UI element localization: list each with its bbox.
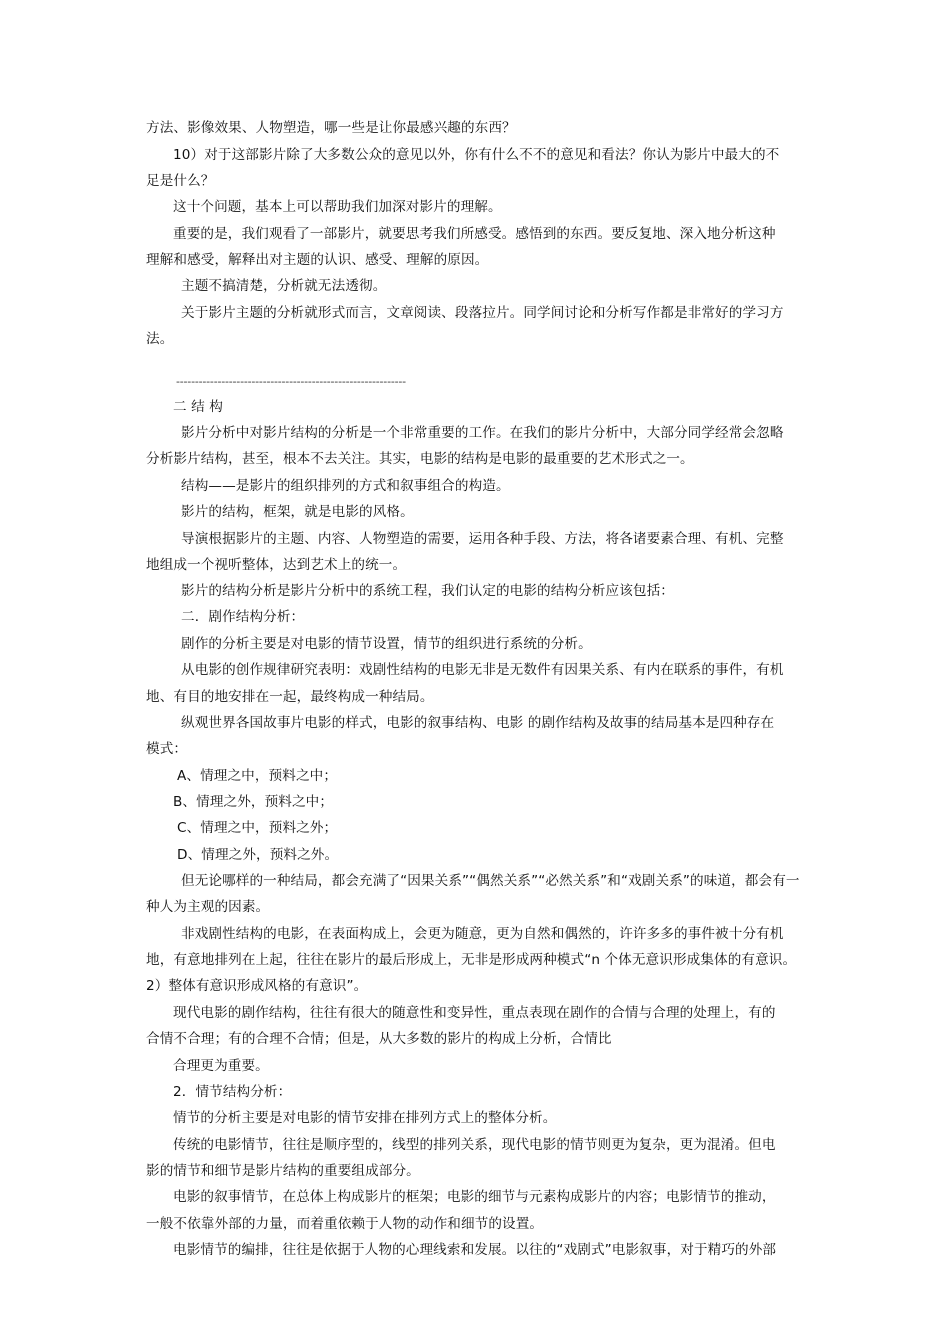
subsection-heading: 2．情节结构分析： [173, 1084, 292, 1100]
list-item: A、情理之中，预料之中； [177, 768, 338, 784]
text-line: 足是什么？ [146, 173, 215, 189]
text-line: 结构——是影片的组织排列的方式和叙事组合的构造。 [181, 478, 510, 494]
text-line: 一般不依靠外部的力量，而着重依赖于人物的动作和细节的设置。 [146, 1216, 544, 1232]
text-line: 地、有目的地安排在一起，最终构成一种结局。 [146, 689, 434, 705]
text-line: 传统的电影情节，往往是顺序型的，线型的排列关系，现代电影的情节则更为复杂，更为混淆。但电 [173, 1137, 776, 1153]
text-line: 影的情节和细节是影片结构的重要组成部分。 [146, 1163, 420, 1179]
text-line: 电影的叙事情节，在总体上构成影片的框架；电影的细节与元素构成影片的内容；电影情节的推动， [173, 1189, 776, 1205]
section-heading: 二 结 构 [173, 399, 223, 415]
text-line: 但无论哪样的一种结局，都会充满了“因果关系”“偶然关系”“必然关系”和“戏剧关系”的味道，都会有一 [181, 873, 800, 889]
text-line: 10）对于这部影片除了大多数公众的意见以外，你有什么不不的意见和看法？你认为影片中最大的不 [173, 147, 780, 163]
text-line: 合理更为重要。 [173, 1058, 269, 1074]
text-line: 模式： [146, 741, 188, 757]
text-line: 导演根据影片的主题、内容、人物塑造的需要，运用各种手段、方法，将各诸要素合理、有机、完整 [181, 531, 784, 547]
text-line: 关于影片主题的分析就形式而言，文章阅读、段落拉片。同学间讨论和分析写作都是非常好的学习方 [181, 305, 784, 321]
text-line: 合情不合理；有的合理不合情；但是，从大多数的影片的构成上分析，合情比 [146, 1031, 612, 1047]
text-line: 地组成一个视听整体，达到艺术上的统一。 [146, 557, 407, 573]
subsection-heading: 二．剧作结构分析： [181, 609, 305, 625]
separator-line: ------------------------------------------------------------- [176, 375, 406, 388]
text-line: 2）整体有意识形成风格的有意识”。 [146, 978, 368, 994]
list-item: C、情理之中，预料之外； [177, 820, 338, 836]
text-line: 地，有意地排列在上起，往往在影片的最后形成上，无非是形成两种模式“n 个体无意识形成集体的有意识。 [146, 952, 797, 968]
text-line: 剧作的分析主要是对电影的情节设置，情节的组织进行系统的分析。 [181, 636, 592, 652]
text-line: 影片的结构分析是影片分析中的系统工程，我们认定的电影的结构分析应该包括： [181, 583, 674, 599]
list-item: B、情理之外，预料之中； [173, 794, 334, 810]
text-line: 影片分析中对影片结构的分析是一个非常重要的工作。在我们的影片分析中，大部分同学经常会忽略 [181, 425, 784, 441]
text-line: 这十个问题，基本上可以帮助我们加深对影片的理解。 [173, 199, 502, 215]
list-item: D、情理之外，预料之外。 [177, 847, 339, 863]
text-line: 非戏剧性结构的电影，在表面构成上，会更为随意，更为自然和偶然的，许许多多的事件被十分有机 [181, 926, 784, 942]
text-line: 种人为主观的因素。 [146, 899, 270, 915]
text-line: 现代电影的剧作结构，往往有很大的随意性和变异性，重点表现在剧作的合情与合理的处理上，有的 [173, 1005, 776, 1021]
text-line: 主题不搞清楚，分析就无法透彻。 [181, 278, 387, 294]
text-line: 理解和感受，解释出对主题的认识、感受、理解的原因。 [146, 252, 489, 268]
text-line: 纵观世界各国故事片电影的样式，电影的叙事结构、电影 的剧作结构及故事的结局基本是四种存在 [181, 715, 775, 731]
text-line: 重要的是，我们观看了一部影片，就要思考我们所感受。感悟到的东西。要反复地、深入地分析这种 [173, 226, 776, 242]
text-line: 法。 [146, 331, 174, 347]
text-line: 情节的分析主要是对电影的情节安排在排列方式上的整体分析。 [173, 1110, 557, 1126]
text-line: 影片的结构，框架，就是电影的风格。 [181, 504, 414, 520]
text-line: 电影情节的编排，往往是依据于人物的心理线索和发展。以往的“戏剧式”电影叙事，对于精巧的外部 [173, 1242, 777, 1258]
text-line: 分析影片结构，甚至，根本不去关注。其实，电影的结构是电影的最重要的艺术形式之一。 [146, 451, 694, 467]
text-line: 方法、影像效果、人物塑造，哪一些是让你最感兴趣的东西？ [146, 120, 516, 136]
text-line: 从电影的创作规律研究表明：戏剧性结构的电影无非是无数件有因果关系、有内在联系的事件，有机 [181, 662, 784, 678]
